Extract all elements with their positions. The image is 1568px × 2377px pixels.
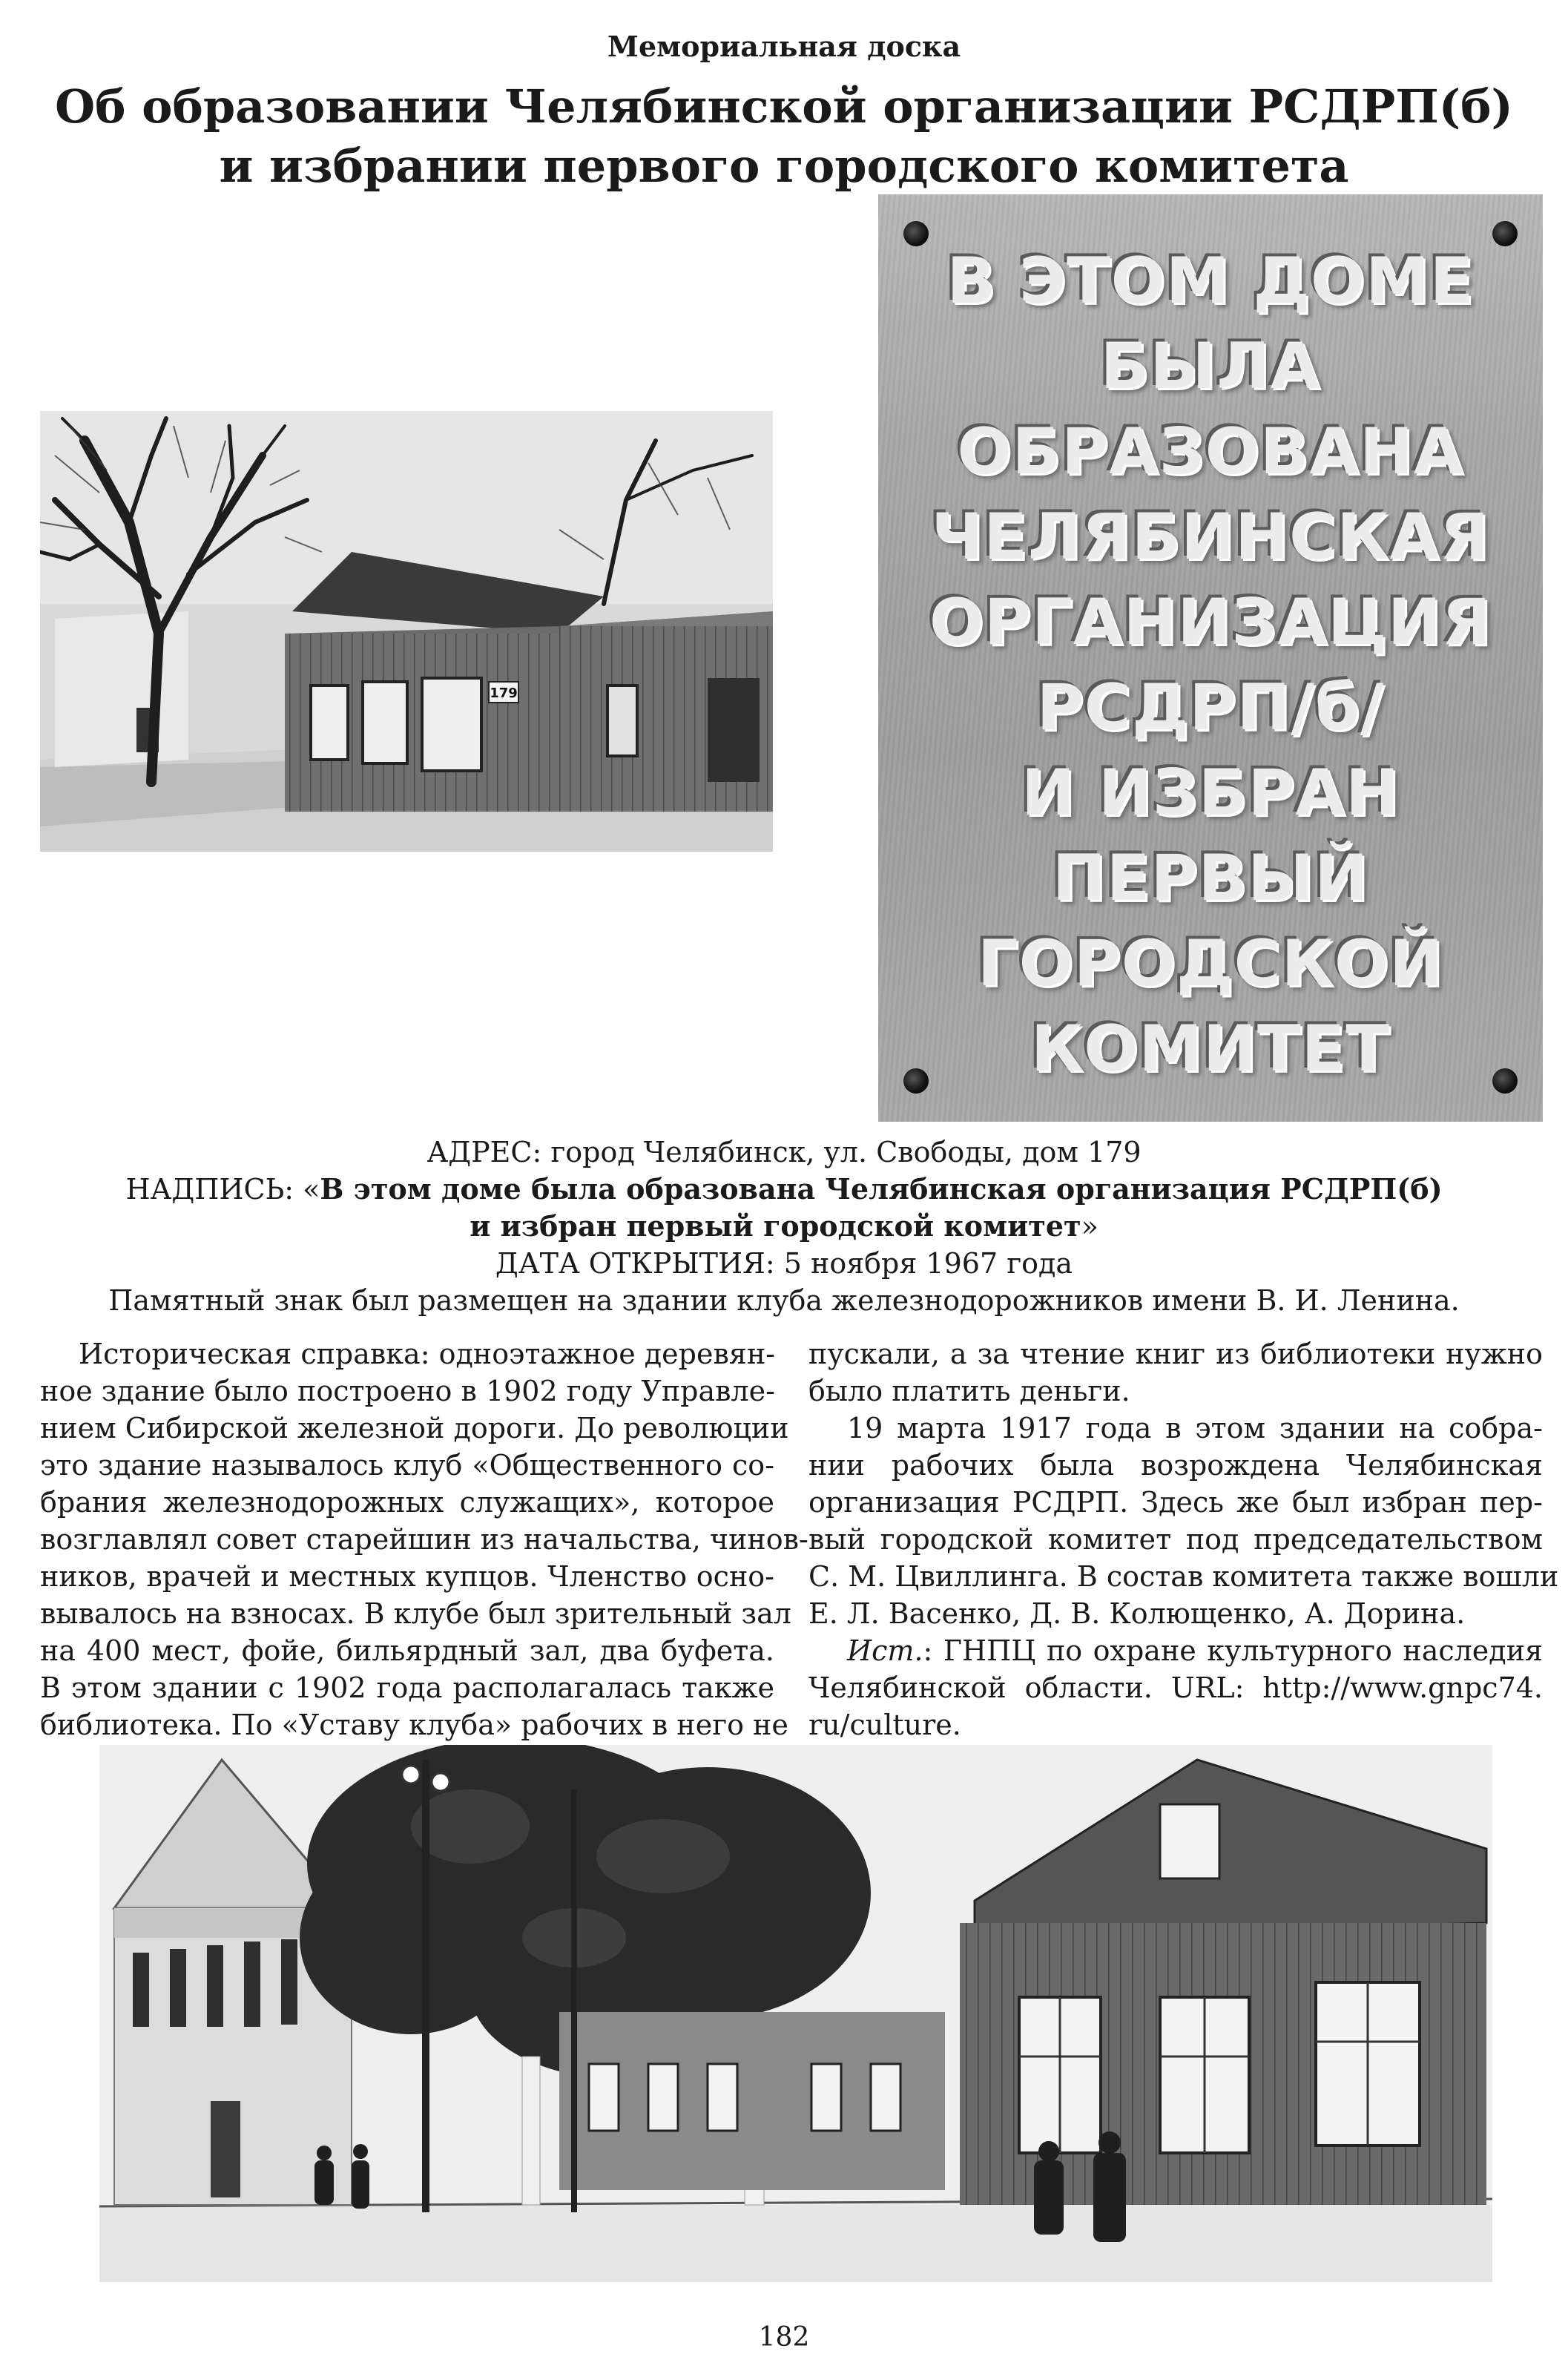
inscription-text-2: и избран первый городской комитет	[470, 1209, 1081, 1243]
title-line-1: Об образовании Челябинской организации РСДРП(б)	[55, 79, 1513, 134]
plaque-stone	[878, 194, 1543, 1122]
plaque-line: И ИЗБРАН	[1021, 756, 1400, 830]
source-line-2: Челябинской области. URL: http://www.gnpc74.	[808, 1671, 1543, 1704]
source-line-3: ru/culture.	[808, 1709, 961, 1741]
plaque-line: ОРГАНИЗАЦИЯ	[929, 585, 1492, 660]
date-value: 5 ноября 1967 года	[783, 1247, 1073, 1280]
text-line: возглавлял совет старейшин из начальства, чинов-	[40, 1523, 808, 1556]
plaque-line: КОМИТЕТ	[1030, 1012, 1391, 1086]
date-label: ДАТА ОТКРЫТИЯ:	[495, 1247, 775, 1280]
inscription-text-1: В этом доме была образована Челябинская организация РСДРП(б)	[320, 1172, 1443, 1206]
building-photo	[40, 411, 773, 852]
plaque-line: ЧЕЛЯБИНСКАЯ	[931, 500, 1490, 574]
history-column-1	[40, 1335, 808, 1743]
text-line: С. М. Цвиллинга. В состав комитета также вошли	[808, 1560, 1559, 1593]
title-line-2: и избрании первого городского комитета	[219, 139, 1349, 193]
text-line: было платить деньги.	[808, 1375, 1130, 1407]
text-line: на 400 мест, фойе, бильярдный зал, два буфета.	[40, 1634, 774, 1667]
source-line-1: Ист.: ГНПЦ по охране культурного наследия	[847, 1634, 1543, 1667]
text-line: Историческая справка: одноэтажное деревян-	[79, 1338, 775, 1370]
opening-date-line	[0, 1245, 1568, 1282]
plaque-line: БЫЛА	[1100, 329, 1321, 404]
history-column-2	[808, 1335, 1559, 1743]
inscription-label: НАДПИСЬ:	[125, 1173, 294, 1206]
text-line: организация РСДРП. Здесь же был избран пер-	[808, 1486, 1543, 1519]
text-line: вый городской комитет под председательством	[808, 1523, 1543, 1556]
text-line: это здание называлось клуб «Общественного со-	[40, 1449, 774, 1482]
memorial-plaque-photo	[878, 194, 1543, 1122]
text-line: пускали, а за чтение книг из библиотеки нужно	[808, 1338, 1543, 1370]
address-value: город Челябинск, ул. Свободы, дом 179	[550, 1136, 1142, 1168]
inscription-line-2: и избран первый городской комитет»	[470, 1209, 1098, 1243]
text-line: В этом здании с 1902 года располагалась также	[40, 1671, 774, 1704]
house-number-label: 179	[490, 686, 518, 701]
text-line: нии рабочих была возрождена Челябинская	[808, 1449, 1543, 1482]
text-line: брания железнодорожных служащих», которое	[40, 1486, 774, 1519]
text-line: Е. Л. Васенко, Д. В. Колющенко, А. Дорина.	[808, 1597, 1466, 1630]
text-line: вывалось на взносах. В клубе был зрительный зал	[40, 1597, 791, 1630]
inscription-line-1: НАДПИСЬ: «В этом доме была образована Челябинская организация РСДРП(б)	[125, 1172, 1443, 1206]
plaque-inscription	[878, 239, 1543, 1092]
street-view-photo	[99, 1745, 1492, 2282]
plaque-line: РСДРП/б/	[1036, 671, 1385, 745]
text-line: ное здание было построено в 1902 году Управле-	[40, 1375, 775, 1407]
text-line: ников, врачей и местных купцов. Членство осно-	[40, 1560, 774, 1593]
page-number: 182	[758, 2322, 810, 2353]
text-line: нием Сибирской железной дороги. До революции	[40, 1412, 789, 1444]
address-label: АДРЕС:	[426, 1136, 542, 1168]
text-line: 19 марта 1917 года в этом здании на собра-	[847, 1412, 1543, 1444]
page-title	[0, 77, 1568, 196]
plaque-line: ГОРОДСКОЙ	[977, 927, 1444, 1001]
plaque-line: ПЕРВЫЙ	[1052, 841, 1369, 915]
location-note: Памятный знак был размещен на здании клуба железнодорожников имени В. И. Ленина.	[108, 1284, 1460, 1317]
address-line	[0, 1134, 1568, 1171]
source-label: Ист.	[847, 1634, 923, 1667]
plaque-line: В ЭТОМ ДОМЕ	[946, 244, 1475, 318]
kicker: Мемориальная доска	[607, 30, 961, 63]
text-line: библиотека. По «Уставу клуба» рабочих в него не	[40, 1709, 788, 1741]
plaque-line: ОБРАЗОВАНА	[957, 415, 1464, 489]
